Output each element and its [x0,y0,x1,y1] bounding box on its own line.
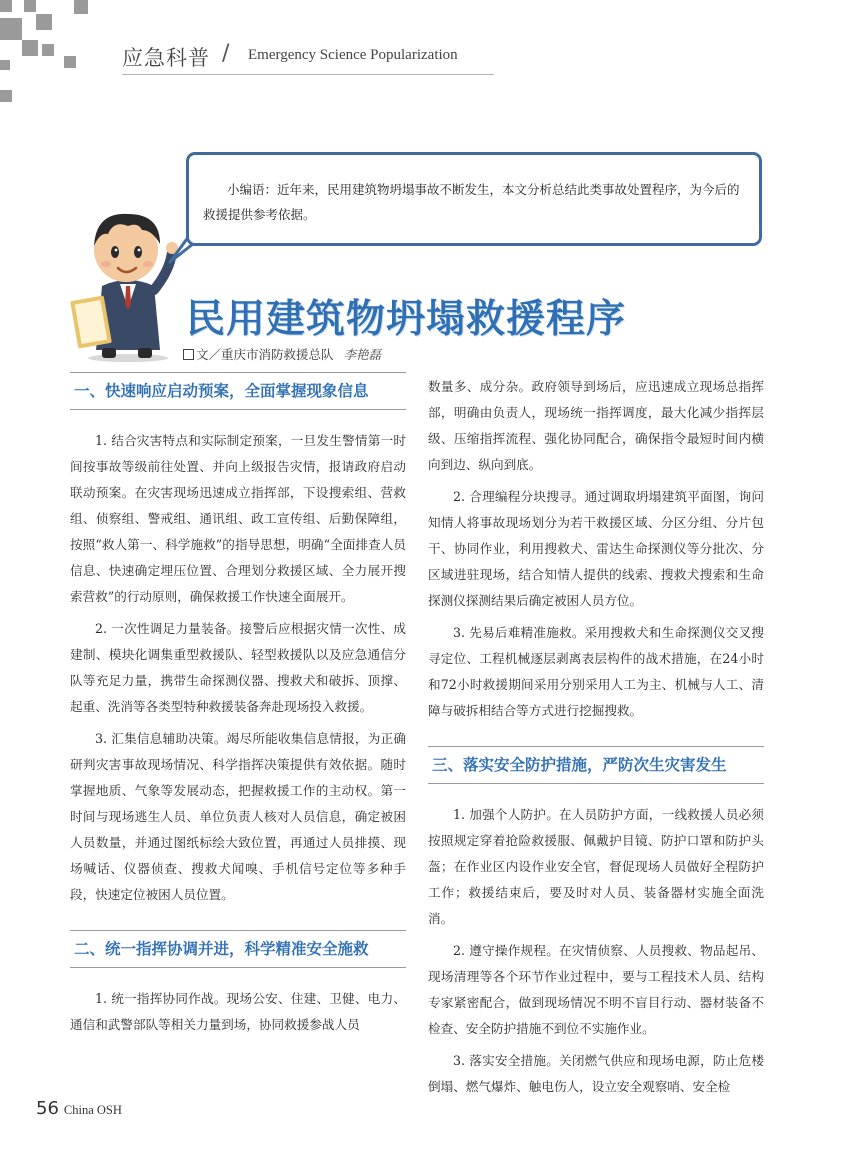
page-number: 56 [36,1098,59,1119]
paragraph: 2. 一次性调足力量装备。接警后应根据灾情一次性、成建制、模块化调集重型救援队、轻型救援队以及应急通信分队等充足力量，携带生命探测仪器、搜救犬和破拆、顶撑、起重、洗消等各类型特种救援装备奔赴现场投入救援。 [70,621,406,714]
byline [183,345,381,363]
byline-box-icon [183,349,194,360]
paragraph: 3. 落实安全措施。关闭燃气供应和现场电源，防止危楼倒塌、燃气爆炸、触电伤人，设立安全观察哨、安全检 [428,1053,764,1094]
byline-org: 文／重庆市消防救援总队 [196,347,334,362]
byline-author: 李艳磊 [343,347,382,362]
section-title-en: Emergency Science Popularization [248,47,458,63]
paragraph: 1. 统一指挥协同作战。现场公安、住建、卫健、电力、通信和武警部队等相关力量到场，协同救援参战人员 [70,991,406,1032]
section-title-slash: / [222,41,230,66]
section-heading-3: 三、落实安全防护措施，严防次生灾害发生 [428,746,764,784]
publication-name: China OSH [63,1103,122,1117]
section-heading-1: 一、快速响应启动预案，全面掌握现象信息 [70,372,406,410]
paragraph-continued: 数量多、成分杂。政府领导到场后，应迅速成立现场总指挥部，明确由负责人，现场统一指挥调度，最大化减少指挥层级、压缩指挥流程、强化协同配合，确保指令最短时间内横向到边、纵向到底。 [428,379,764,472]
article-title: 民用建筑物坍塌救援程序 [186,297,627,342]
paragraph: 3. 汇集信息辅助决策。竭尽所能收集信息情报，为正确研判灾害事故现场情况、科学指挥决策提供有效依据。随时掌握地质、气象等发展动态，把握救援工作的主动权。第一时间与现场逃生人员、单位负责人核对人员信息，确定被困人员数量，并通过图纸标绘大致位置，再通过人员排摸、现场喊话、仪器侦查、搜救犬闻嗅、手机信号定位等多种手段，快速定位被困人员位置。 [70,731,406,902]
editor-note-bubble [186,152,762,246]
section-header [122,42,494,75]
section-heading-2: 二、统一指挥协调并进，科学精准安全施救 [70,930,406,968]
right-column [428,374,764,1100]
section-title-cn: 应急科普 [122,46,210,70]
paragraph: 3. 先易后难精准施救。采用搜救犬和生命探测仪交叉搜寻定位、工程机械逐层剥离表层构件的战术措施，在24小时和72小时救援期间采用分别采用人工为主、机械与人工、清障与破拆相结合等方式进行挖掘搜救。 [428,625,764,718]
editor-note-text: 小编语：近年来，民用建筑物坍塌事故不断发生，本文分析总结此类事故处置程序，为今后的救援提供参考依据。 [203,182,740,222]
paragraph: 1. 加强个人防护。在人员防护方面，一线救援人员必须按照规定穿着抢险救援服、佩戴护目镜、防护口罩和防护头盔；在作业区内设作业安全官，督促现场人员做好全程防护工作；救援结束后，要及时对人员、装备器材实施全面洗消。 [428,807,764,926]
left-column [70,372,406,1038]
paragraph: 1. 结合灾害特点和实际制定预案，一旦发生警情第一时间按事故等级前往处置、并向上级报告灾情，报请政府启动联动预案。在灾害现场迅速成立指挥部，下设搜索组、营救组、侦察组、警戒组、通讯组、政工宣传组、后勤保障组，按照“救人第一、科学施救”的指导思想，明确“全面排查人员信息、快速确定埋压位置、合理划分救援区域、全力展开搜索营救”的行动原则，确保救援工作快速全面展开。 [70,433,406,604]
paragraph: 2. 合理编程分块搜寻。通过调取坍塌建筑平面图，询问知情人将事故现场划分为若干救援区域、分区分组、分片包干、协同作业，利用搜救犬、雷达生命探测仪等分批次、分区域进驻现场，结合知情人提供的线索、搜救犬搜索和生命探测仪探测结果后确定被困人员方位。 [428,489,764,608]
paragraph: 2. 遵守操作规程。在灾情侦察、人员搜救、物品起吊、现场清理等各个环节作业过程中，要与工程技术人员、结构专家紧密配合，做到现场情况不明不盲目行动、器材装备不检查、安全防护措施不到位不实施作业。 [428,943,764,1036]
page-footer [36,1098,122,1119]
cartoon-character-illustration [68,200,186,362]
